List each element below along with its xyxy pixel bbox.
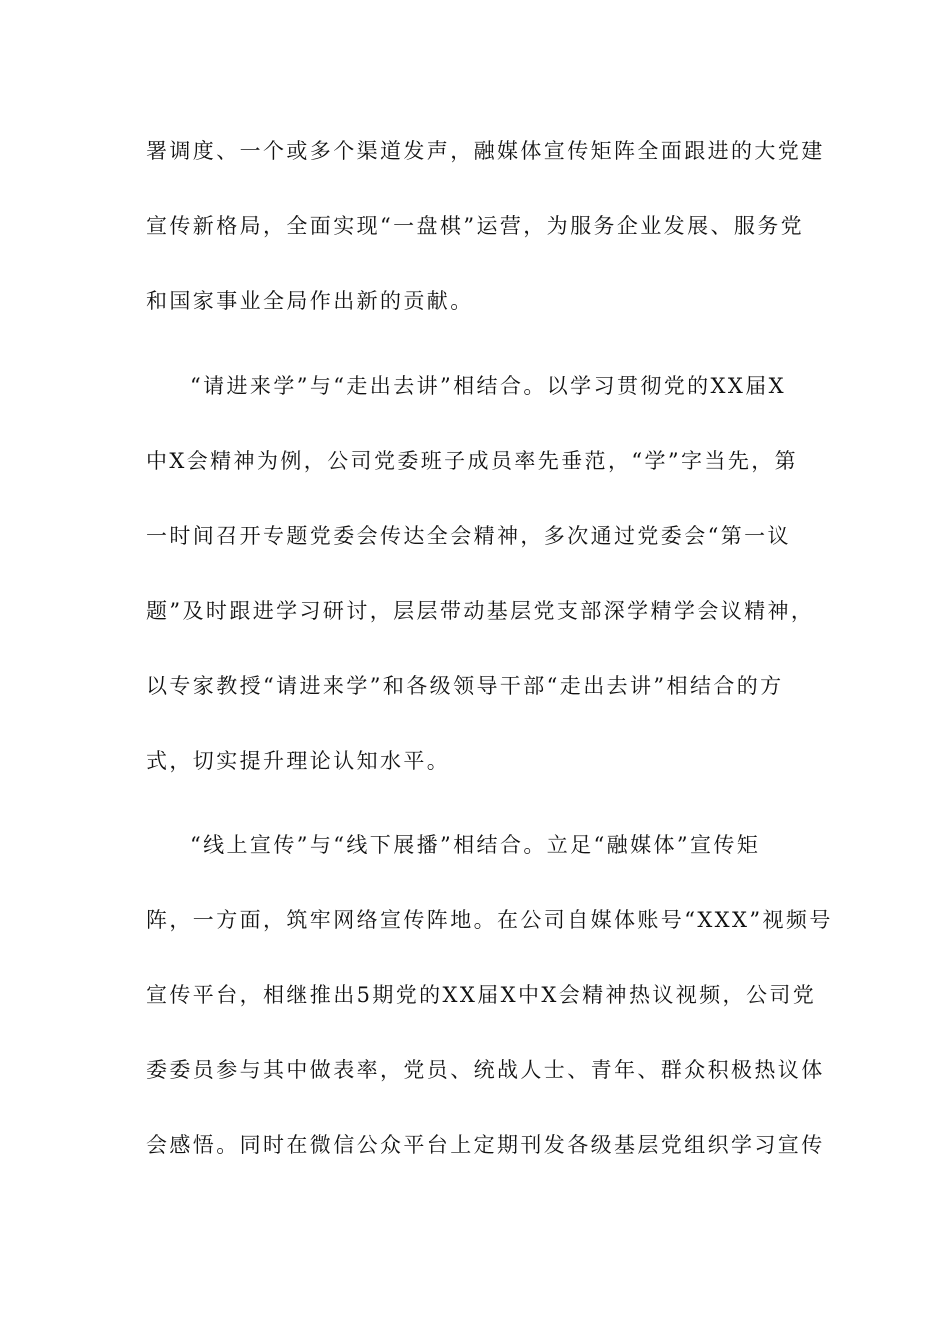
paragraph-1-line-2: 宣传新格局，全面实现“一盘棋”运营，为服务企业发展、服务党	[146, 214, 805, 238]
paragraph-1-line-1: 署调度、一个或多个渠道发声，融媒体宣传矩阵全面跟进的大党建	[146, 139, 825, 163]
paragraph-3-line-5: 会感悟。同时在微信公众平台上定期刊发各级基层党组织学习宣传	[146, 1133, 825, 1157]
paragraph-3-line-1: “线上宣传”与“线下展播”相结合。立足“融媒体”宣传矩	[190, 833, 761, 857]
paragraph-3-line-4: 委委员参与其中做表率，党员、统战人士、青年、群众积极热议体	[146, 1058, 825, 1082]
paragraph-2-line-3: 一时间召开专题党委会传达全会精神，多次通过党委会“第一议	[146, 524, 791, 548]
paragraph-3-line-3: 宣传平台，相继推出5期党的XX届X中X会精神热议视频，公司党	[146, 983, 817, 1007]
paragraph-2-line-2: 中X会精神为例，公司党委班子成员率先垂范，“学”字当先，第	[146, 449, 799, 473]
paragraph-2-line-1: “请进来学”与“走出去讲”相结合。以学习贯彻党的XX届X	[190, 374, 786, 398]
paragraph-2-line-6: 式，切实提升理论认知水平。	[146, 749, 451, 773]
paragraph-2-line-4: 题”及时跟进学习研讨，层层带动基层党支部深学精学会议精神，	[146, 599, 815, 623]
paragraph-2-line-5: 以专家教授“请进来学”和各级领导干部“走出去讲”相结合的方	[146, 674, 784, 698]
paragraph-1-line-3: 和国家事业全局作出新的贡献。	[146, 289, 474, 313]
paragraph-3-line-2: 阵，一方面，筑牢网络宣传阵地。在公司自媒体账号“XXX”视频号	[146, 908, 833, 932]
